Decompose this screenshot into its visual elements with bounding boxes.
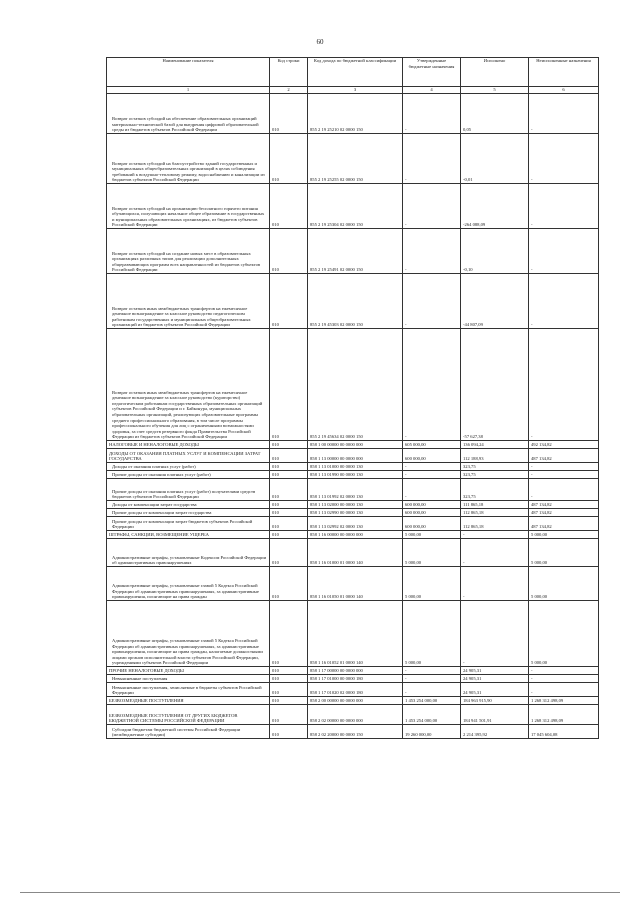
row-budget-code: 858 1 17 00000 00 0000 000 — [308, 667, 403, 675]
row-name: ШТРАФЫ, САНКЦИИ, ВОЗМЕЩЕНИЕ УЩЕРБА — [107, 531, 270, 539]
table-row — [107, 675, 599, 683]
row-budget-code: 855 2 19 25255 02 0000 150 — [308, 134, 403, 184]
row-name: Административные штрафы, установленные главой 5 Кодекса Российской Федерации об административных правонарушениях, за административные правонарушения, посягающие на права граждан — [107, 567, 270, 601]
column-number: 6 — [529, 87, 599, 94]
row-executed: 24 905,31 — [461, 683, 529, 697]
row-name: НАЛОГОВЫЕ И НЕНАЛОГОВЫЕ ДОХОДЫ — [107, 441, 270, 449]
row-unexecuted: - — [529, 329, 599, 441]
row-approved: - — [403, 274, 461, 329]
row-unexecuted: 487 134,82 — [529, 449, 599, 463]
row-line-code: 010 — [270, 531, 308, 539]
row-budget-code: 858 2 00 00000 00 0000 000 — [308, 697, 403, 705]
row-executed: -57 627,38 — [461, 329, 529, 441]
row-unexecuted: - — [529, 479, 599, 501]
row-unexecuted: 5 000,00 — [529, 531, 599, 539]
row-name: Административные штрафы, установленные главой 5 Кодекса Российской Федерации об административных правонарушениях, за административные правонарушения, посягающие на права граждан, налагаемые должностными лицами органов исполнительной власти субъектов Российской Федерации, учреждениями субъектов Российской Федерации — [107, 601, 270, 667]
row-unexecuted: - — [529, 134, 599, 184]
row-executed: 2 214 395,92 — [461, 725, 529, 739]
row-name: Возврат остатков субсидий на создание новых мест в образовательных организациях различных типов для реализации дополнительных общеразвивающих программ всех направленностей из бюджетов субъектов Российской Федерации — [107, 229, 270, 274]
row-name: Прочие доходы от оказания платных услуг (работ) получателями средств бюджетов субъектов Российской Федерации — [107, 479, 270, 501]
row-unexecuted: 487 134,82 — [529, 509, 599, 517]
row-executed: 136 094,24 — [461, 441, 529, 449]
row-executed: 112 865,18 — [461, 509, 529, 517]
table-row — [107, 229, 599, 274]
row-approved: 5 000,00 — [403, 567, 461, 601]
row-unexecuted: - — [529, 471, 599, 479]
row-line-code: 010 — [270, 274, 308, 329]
row-budget-code: 858 1 13 02992 02 0000 130 — [308, 517, 403, 531]
header-executed: Исполнено — [461, 58, 529, 87]
row-executed: -44 807,09 — [461, 274, 529, 329]
row-budget-code: 858 1 13 01000 00 0000 130 — [308, 463, 403, 471]
table-row — [107, 501, 599, 509]
table-row — [107, 449, 599, 463]
row-unexecuted: - — [529, 229, 599, 274]
table-row — [107, 683, 599, 697]
row-unexecuted: 5 000,00 — [529, 539, 599, 567]
row-executed: -264 088,09 — [461, 184, 529, 229]
table-row — [107, 463, 599, 471]
row-name: ДОХОДЫ ОТ ОКАЗАНИЯ ПЛАТНЫХ УСЛУГ И КОМПЕНСАЦИИ ЗАТРАТ ГОСУДАРСТВА — [107, 449, 270, 463]
row-budget-code: 858 1 16 01000 01 0000 140 — [308, 539, 403, 567]
row-approved: 600 000,00 — [403, 501, 461, 509]
row-line-code: 010 — [270, 329, 308, 441]
row-name: БЕЗВОЗМЕЗДНЫЕ ПОСТУПЛЕНИЯ — [107, 697, 270, 705]
row-approved: - — [403, 463, 461, 471]
revenue-report-table — [106, 57, 599, 739]
row-line-code: 010 — [270, 539, 308, 567]
row-line-code: 010 — [270, 697, 308, 705]
row-approved: - — [403, 229, 461, 274]
table-row — [107, 479, 599, 501]
row-approved: 1 453 254 000,00 — [403, 705, 461, 725]
row-approved: 5 000,00 — [403, 601, 461, 667]
row-unexecuted: - — [529, 94, 599, 134]
row-line-code: 010 — [270, 184, 308, 229]
row-line-code: 010 — [270, 94, 308, 134]
table-row — [107, 705, 599, 725]
column-numbers-row — [107, 87, 599, 94]
row-name: Прочие доходы от оказания платных услуг (работ) — [107, 471, 270, 479]
row-budget-code: 858 1 17 01000 00 0000 180 — [308, 675, 403, 683]
table-row — [107, 667, 599, 675]
row-executed: -0,10 — [461, 229, 529, 274]
row-budget-code: 855 2 19 45303 02 0000 150 — [308, 274, 403, 329]
row-name: Возврат остатков субсидий на благоустройство зданий государственных и муниципальных общеобразовательных организаций в целях соблюдения требований к воздушно-тепловому режиму, водоснабжению и канализации из бюджетов субъектов Российской Федерации — [107, 134, 270, 184]
row-approved: - — [403, 675, 461, 683]
row-line-code: 010 — [270, 463, 308, 471]
row-name: Невыясненные поступления, зачисляемые в бюджеты субъектов Российской Федерации — [107, 683, 270, 697]
header-budget-code: Код дохода по бюджетной классификации — [308, 58, 403, 87]
row-approved: 5 000,00 — [403, 539, 461, 567]
row-line-code: 010 — [270, 675, 308, 683]
row-unexecuted: 5 000,00 — [529, 601, 599, 667]
row-approved: 5 000,00 — [403, 531, 461, 539]
column-number: 5 — [461, 87, 529, 94]
row-line-code: 010 — [270, 667, 308, 675]
table-row — [107, 94, 599, 134]
table-row — [107, 274, 599, 329]
row-executed: 184 963 915,90 — [461, 697, 529, 705]
row-unexecuted: - — [529, 463, 599, 471]
row-approved: 600 000,00 — [403, 509, 461, 517]
row-executed: - — [461, 567, 529, 601]
row-approved: - — [403, 667, 461, 675]
header-approved: Утвержденные бюджетные назначения — [403, 58, 461, 87]
row-unexecuted: 1 268 312 498,09 — [529, 705, 599, 725]
row-line-code: 010 — [270, 725, 308, 739]
row-line-code: 010 — [270, 501, 308, 509]
table-row — [107, 567, 599, 601]
row-approved: 600 000,00 — [403, 517, 461, 531]
row-unexecuted: 487 134,82 — [529, 517, 599, 531]
row-unexecuted: - — [529, 675, 599, 683]
row-budget-code: 855 2 19 25304 02 0000 150 — [308, 184, 403, 229]
row-name: Возврат остатков субсидий на организацию бесплатного горячего питания обучающихся, получающих начальное общее образование в государственных и муниципальных образовательных организациях, из бюджетов субъектов Российской Федерации — [107, 184, 270, 229]
row-executed: - — [461, 539, 529, 567]
row-line-code: 010 — [270, 517, 308, 531]
row-unexecuted: - — [529, 274, 599, 329]
row-budget-code: 858 1 13 01990 00 0000 130 — [308, 471, 403, 479]
row-executed: 323,75 — [461, 463, 529, 471]
table-row — [107, 539, 599, 567]
column-number: 4 — [403, 87, 461, 94]
row-line-code: 010 — [270, 479, 308, 501]
row-budget-code: 858 1 00 00000 00 0000 000 — [308, 441, 403, 449]
row-budget-code: 855 2 19 45634 02 0000 150 — [308, 329, 403, 441]
row-executed: 112 865,18 — [461, 517, 529, 531]
row-line-code: 010 — [270, 441, 308, 449]
row-name: Прочие доходы от компенсации затрат государства — [107, 509, 270, 517]
table-row — [107, 441, 599, 449]
row-line-code: 010 — [270, 509, 308, 517]
row-executed: 24 905,31 — [461, 675, 529, 683]
row-approved: - — [403, 94, 461, 134]
row-unexecuted: - — [529, 683, 599, 697]
row-budget-code: 855 2 19 25210 02 0000 150 — [308, 94, 403, 134]
row-name: ПРОЧИЕ НЕНАЛОГОВЫЕ ДОХОДЫ — [107, 667, 270, 675]
row-executed: 184 941 501,91 — [461, 705, 529, 725]
column-number: 2 — [270, 87, 308, 94]
table-row — [107, 725, 599, 739]
row-executed: -0,01 — [461, 134, 529, 184]
row-budget-code: 858 2 02 20000 00 0000 150 — [308, 725, 403, 739]
row-unexecuted: 492 134,82 — [529, 441, 599, 449]
row-line-code: 010 — [270, 705, 308, 725]
row-budget-code: 858 1 17 01020 02 0000 180 — [308, 683, 403, 697]
table-row — [107, 509, 599, 517]
table-row — [107, 184, 599, 229]
row-budget-code: 858 1 13 02990 00 0000 130 — [308, 509, 403, 517]
table-row — [107, 471, 599, 479]
table-row — [107, 517, 599, 531]
row-name: Административные штрафы, установленные Кодексом Российской Федерации об административных правонарушениях — [107, 539, 270, 567]
row-budget-code: 858 2 02 00000 00 0000 000 — [308, 705, 403, 725]
row-executed: 24 905,31 — [461, 667, 529, 675]
row-name: Возврат остатков субсидий на обеспечение образовательных организаций материально-технической базой для внедрения цифровой образовательной среды из бюджетов субъектов Российской Федерации — [107, 94, 270, 134]
table-row — [107, 531, 599, 539]
row-name: Возврат остатков иных межбюджетных трансфертов на ежемесячное денежное вознаграждение за классное руководство (кураторство) педагогическим работникам государственных образовательных организаций субъектов Российской Федерации и г. Байконура, муниципальных образовательных организаций, реализующих образовательные программы среднего профессионального образования, в том числе программы профессионального обучения для лиц с ограниченными возможностями здоровья, за счет средств резервного фонда Правительства Российской Федерации из бюджетов субъектов Российской Федерации — [107, 329, 270, 441]
row-approved: - — [403, 683, 461, 697]
row-line-code: 010 — [270, 229, 308, 274]
header-unexecuted: Неисполненные назначения — [529, 58, 599, 87]
column-number: 3 — [308, 87, 403, 94]
table-row — [107, 134, 599, 184]
page-number: 60 — [316, 38, 324, 46]
table-row — [107, 697, 599, 705]
row-approved: 19 260 000,00 — [403, 725, 461, 739]
row-approved: 1 453 254 000,00 — [403, 697, 461, 705]
row-executed: 0,05 — [461, 94, 529, 134]
row-unexecuted: 1 268 312 498,09 — [529, 697, 599, 705]
row-line-code: 010 — [270, 449, 308, 463]
row-unexecuted: 5 000,00 — [529, 567, 599, 601]
row-line-code: 010 — [270, 134, 308, 184]
row-name: Субсидии бюджетам бюджетной системы Российской Федерации (межбюджетные субсидии) — [107, 725, 270, 739]
row-unexecuted: 17 045 604,08 — [529, 725, 599, 739]
row-budget-code: 858 1 13 01992 02 0000 130 — [308, 479, 403, 501]
header-line-code: Код строки — [270, 58, 308, 87]
row-executed: 111 865,18 — [461, 501, 529, 509]
row-approved: - — [403, 329, 461, 441]
row-line-code: 010 — [270, 601, 308, 667]
row-budget-code: 858 1 16 01050 01 0000 140 — [308, 567, 403, 601]
row-executed: - — [461, 531, 529, 539]
row-approved: - — [403, 184, 461, 229]
table-row — [107, 329, 599, 441]
row-approved: - — [403, 134, 461, 184]
row-executed: 112 188,93 — [461, 449, 529, 463]
row-approved: 605 000,00 — [403, 441, 461, 449]
row-budget-code: 858 1 16 00000 00 0000 000 — [308, 531, 403, 539]
row-budget-code: 855 2 19 25491 02 0000 150 — [308, 229, 403, 274]
row-name: Доходы от компенсации затрат государства — [107, 501, 270, 509]
table-header-row — [107, 58, 599, 87]
row-approved: 600 000,00 — [403, 449, 461, 463]
column-number: 1 — [107, 87, 270, 94]
row-budget-code: 858 1 13 02000 00 0000 130 — [308, 501, 403, 509]
row-unexecuted: - — [529, 184, 599, 229]
row-executed: 323,75 — [461, 479, 529, 501]
row-unexecuted: - — [529, 667, 599, 675]
page-bottom-rule — [20, 892, 620, 893]
row-name: Невыясненные поступления — [107, 675, 270, 683]
row-name: Доходы от оказания платных услуг (работ) — [107, 463, 270, 471]
row-executed: - — [461, 601, 529, 667]
row-name: Прочие доходы от компенсации затрат бюджетов субъектов Российской Федерации — [107, 517, 270, 531]
row-name: Возврат остатков иных межбюджетных трансфертов на ежемесячное денежное вознаграждение за классное руководство педагогическим работникам государственных и муниципальных общеобразовательных организаций из бюджетов субъектов Российской Федерации — [107, 274, 270, 329]
row-approved: - — [403, 471, 461, 479]
row-line-code: 010 — [270, 471, 308, 479]
header-name: Наименование показателя — [107, 58, 270, 87]
table-row — [107, 601, 599, 667]
row-line-code: 010 — [270, 683, 308, 697]
row-approved: - — [403, 479, 461, 501]
row-budget-code: 858 1 16 01052 01 0000 140 — [308, 601, 403, 667]
row-name: БЕЗВОЗМЕЗДНЫЕ ПОСТУПЛЕНИЯ ОТ ДРУГИХ БЮДЖЕТОВ БЮДЖЕТНОЙ СИСТЕМЫ РОССИЙСКОЙ ФЕДЕРАЦИИ — [107, 705, 270, 725]
row-unexecuted: 487 134,82 — [529, 501, 599, 509]
row-line-code: 010 — [270, 567, 308, 601]
row-budget-code: 858 1 13 00000 00 0000 000 — [308, 449, 403, 463]
row-executed: 323,75 — [461, 471, 529, 479]
